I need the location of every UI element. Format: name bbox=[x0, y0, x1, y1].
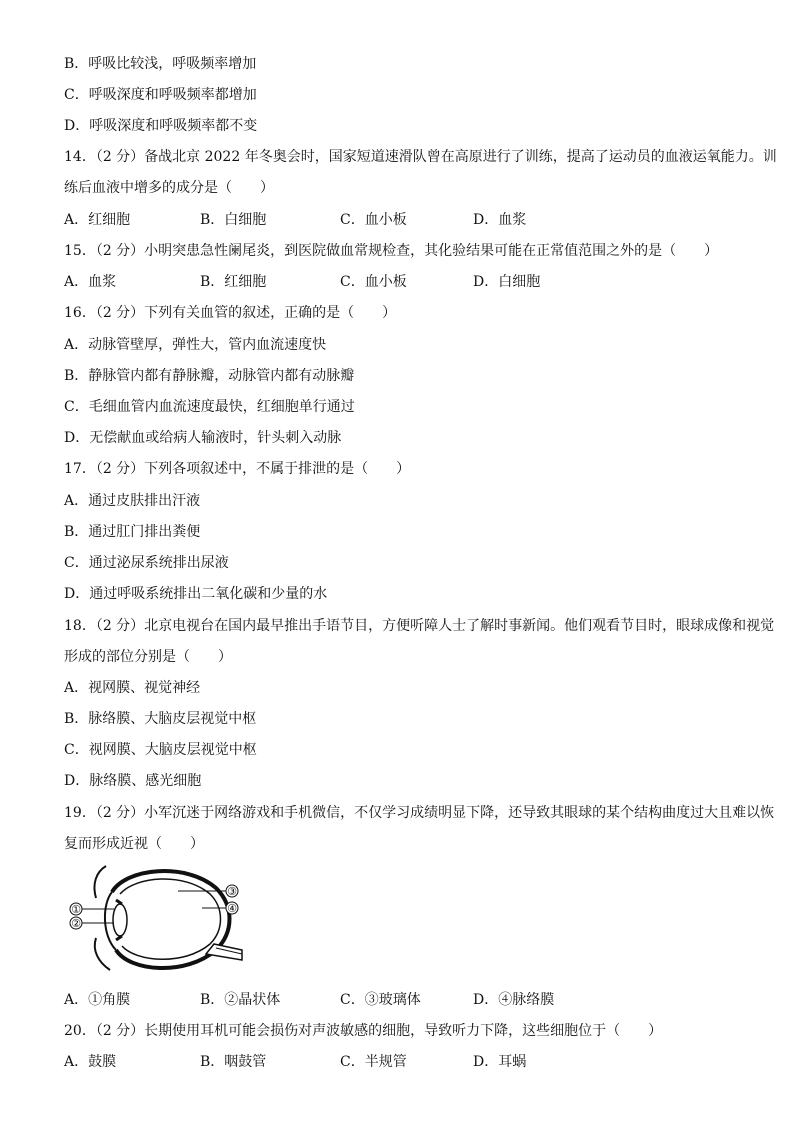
q18-stem-line1: 18．（2 分）北京电视台在国内最早推出手语节目，方便听障人士了解时事新闻。他们观看节目时，眼球成像和视觉 bbox=[64, 618, 775, 634]
q20-stem-line1: 20．（2 分）长期使用耳机可能会损伤对声波敏感的细胞，导致听力下降，这些细胞位于（ ） bbox=[64, 1023, 663, 1039]
label-4: ④ bbox=[227, 902, 237, 915]
label-3: ③ bbox=[227, 885, 237, 898]
q17-stem-line1: 17．（2 分）下列各项叙述中，不属于排泄的是（ ） bbox=[64, 461, 411, 477]
q15-option-d: D．白细胞 bbox=[473, 274, 541, 290]
q14-option-b: B．白细胞 bbox=[200, 212, 267, 228]
q20-options bbox=[64, 1051, 664, 1073]
q18-option-c: C．视网膜、大脑皮层视觉中枢 bbox=[64, 742, 257, 758]
q18-option-a: A．视网膜、视觉神经 bbox=[64, 680, 201, 696]
upper-eyelid bbox=[94, 866, 106, 898]
q17-option-d: D．通过呼吸系统排出二氧化碳和少量的水 bbox=[64, 586, 328, 602]
label-2: ② bbox=[71, 917, 81, 930]
q14-stem-line2: 练后血液中增多的成分是（ ） bbox=[64, 180, 274, 196]
q16-option-d: D．无偿献血或给病人输液时，针头刺入动脉 bbox=[64, 430, 342, 446]
q16-option-a: A．动脉管壁厚，弹性大，管内血流速度快 bbox=[64, 337, 327, 353]
q15-option-a: A．血浆 bbox=[64, 274, 117, 290]
q14-options bbox=[64, 209, 664, 231]
q14-option-d: D．血浆 bbox=[473, 212, 527, 228]
q19-stem-line1: 19．（2 分）小军沉迷于网络游戏和手机微信，不仅学习成绩明显下降，还导致其眼球的某个结构曲度过大且难以恢 bbox=[64, 805, 775, 821]
q13-option-c: C．呼吸深度和呼吸频率都增加 bbox=[64, 87, 257, 103]
q19-option-b: B．②晶状体 bbox=[200, 992, 281, 1008]
q20-option-d: D．耳蜗 bbox=[473, 1054, 527, 1070]
label-1: ① bbox=[71, 903, 81, 916]
optic-nerve bbox=[206, 944, 242, 960]
q17-option-b: B．通过肛门排出粪便 bbox=[64, 524, 201, 540]
q20-option-a: A．鼓膜 bbox=[64, 1054, 117, 1070]
q19-option-d: D．④脉络膜 bbox=[473, 992, 555, 1008]
q20-option-b: B．咽鼓管 bbox=[200, 1054, 267, 1070]
q19-option-a: A．①角膜 bbox=[64, 992, 131, 1008]
q15-stem-line1: 15．（2 分）小明突患急性阑尾炎，到医院做血常规检查，其化验结果可能在正常值范围之外的是（ ） bbox=[64, 243, 719, 259]
q16-option-c: C．毛细血管内血流速度最快，红细胞单行通过 bbox=[64, 399, 355, 415]
q16-stem-line1: 16．（2 分）下列有关血管的叙述，正确的是（ ） bbox=[64, 305, 397, 321]
q13-option-b: B．呼吸比较浅，呼吸频率增加 bbox=[64, 56, 257, 72]
q18-option-d: D．脉络膜、感光细胞 bbox=[64, 773, 202, 789]
q15-options bbox=[64, 271, 664, 293]
lower-eyelid bbox=[95, 938, 110, 970]
q20-option-c: C．半规管 bbox=[340, 1054, 407, 1070]
q19-stem-line2: 复而形成近视（ ） bbox=[64, 836, 204, 852]
q16-option-b: B．静脉管内都有静脉瓣，动脉管内都有动脉瓣 bbox=[64, 368, 355, 384]
q14-option-a: A．红细胞 bbox=[64, 212, 131, 228]
q19-options bbox=[64, 989, 664, 1011]
q15-option-b: B．红细胞 bbox=[200, 274, 267, 290]
q13-option-d: D．呼吸深度和呼吸频率都不变 bbox=[64, 118, 258, 134]
q14-stem-line1: 14．（2 分）备战北京 2022 年冬奥会时，国家短道速滑队曾在高原进行了训练，提高了运动员的血液运氧能力。训 bbox=[64, 149, 777, 165]
q18-option-b: B．脉络膜、大脑皮层视觉中枢 bbox=[64, 711, 257, 727]
q17-option-c: C．通过泌尿系统排出尿液 bbox=[64, 555, 229, 571]
q19-option-c: C．③玻璃体 bbox=[340, 992, 421, 1008]
q14-option-c: C．血小板 bbox=[340, 212, 407, 228]
lens-shape bbox=[113, 904, 127, 936]
q17-option-a: A．通过皮肤排出汗液 bbox=[64, 493, 201, 509]
eyeball-diagram bbox=[66, 858, 246, 983]
q15-option-c: C．血小板 bbox=[340, 274, 407, 290]
q18-stem-line2: 形成的部位分别是（ ） bbox=[64, 649, 232, 665]
